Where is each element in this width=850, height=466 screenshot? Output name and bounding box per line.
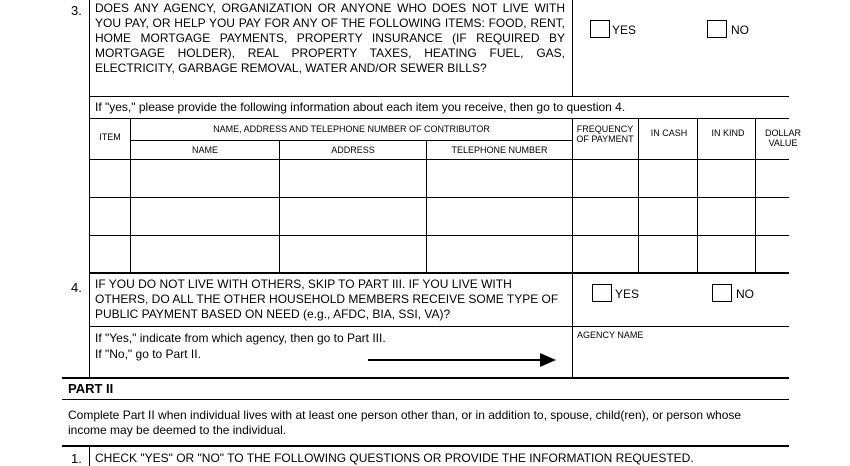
q4-if-no: If "No," go to Part II. — [95, 347, 201, 361]
q4-if-yes: If "Yes," indicate from which agency, then go to Part III. — [95, 331, 386, 345]
table-col-line — [697, 118, 698, 272]
q4-yes-checkbox[interactable] — [592, 284, 612, 302]
table-bottom-line — [89, 272, 789, 274]
table-col-line — [130, 118, 131, 272]
q4-line — [89, 326, 789, 327]
col-in-kind: IN KIND — [711, 128, 745, 138]
q4-no-label: NO — [736, 287, 754, 301]
q4-yes-label: YES — [615, 287, 640, 301]
table-col-line — [638, 118, 639, 272]
table-row[interactable] — [91, 198, 129, 234]
col-name: NAME — [191, 145, 218, 155]
q3-question-text: DOES ANY AGENCY, ORGANIZATION OR ANYONE WHO DOES NOT LIVE WITH YOU PAY, OR HELP YOU PAY FOR ANY OF THE FOLLOWING ITEMS: FOOD, RENT, HOME MORTGAGE PAYMENTS, PROPERTY INSURANCE (IF REQUIRED BY MORTGAGE HOLDER), REAL PROPERTY TAXES, HEATING FUEL, GAS, ELECTRICITY, GARBAGE REMOVAL, WATER AND/OR SEWER BILLS? — [95, 1, 565, 75]
arrow-right-icon — [368, 351, 558, 369]
q4-divider — [572, 272, 573, 378]
table-row[interactable] — [91, 236, 129, 271]
table-row-line — [89, 159, 789, 160]
q1-divider — [89, 445, 90, 466]
col-contributor: NAME, ADDRESS AND TELEPHONE NUMBER OF CONTRIBUTOR — [213, 124, 490, 134]
part2-title-line — [62, 399, 789, 400]
col-address: ADDRESS — [331, 145, 375, 155]
table-row[interactable] — [91, 160, 129, 196]
agency-name-field[interactable] — [574, 342, 788, 376]
q3-yes-label: YES — [612, 23, 637, 37]
q3-number: 3. — [71, 3, 82, 18]
q3-bottom-line — [89, 96, 789, 97]
q3-no-label: NO — [731, 23, 749, 37]
part2-title: PART II — [68, 381, 114, 396]
q4-question-text: IF YOU DO NOT LIVE WITH OTHERS, SKIP TO PART III. IF YOU LIVE WITH OTHERS, DO ALL THE OTHER HOUSEHOLD MEMBERS RECEIVE SOME TYPE OF PUBLIC PAYMENT BASED ON NEED (e.g., AFDC, BIA, SSI, VA)? — [95, 277, 559, 321]
part2-q1-number: 1. — [71, 451, 82, 466]
q4-number: 4. — [71, 280, 82, 295]
left-border — [89, 0, 90, 378]
part2-top-line — [62, 377, 789, 379]
col-in-cash: IN CASH — [650, 128, 688, 138]
table-col-line — [755, 118, 756, 272]
part2-desc-line — [62, 445, 789, 447]
col-dollar-value: DOLLAR VALUE — [764, 128, 801, 148]
q4-no-checkbox[interactable] — [712, 284, 732, 302]
q3-yes-checkbox[interactable] — [590, 20, 610, 38]
q3-no-checkbox[interactable] — [707, 20, 727, 38]
q3-instruction: If "yes," please provide the following information about each item you receive, then go to question 4. — [95, 100, 626, 114]
part2-q1-text: CHECK "YES" OR "NO" TO THE FOLLOWING QUESTIONS OR PROVIDE THE INFORMATION REQUESTED. — [95, 451, 694, 465]
part2-description: Complete Part II when individual lives with at least one person other than, or in addition to, spouse, child(ren), or person whose income may be deemed to the individual. — [68, 408, 742, 437]
table-row-line — [89, 197, 789, 198]
table-row-line — [130, 140, 572, 141]
col-item: ITEM — [99, 132, 121, 142]
col-telephone: TELEPHONE NUMBER — [451, 145, 548, 155]
col-frequency: FREQUENCY OF PAYMENT — [576, 124, 634, 144]
table-row-line — [89, 235, 789, 236]
agency-name-label: AGENCY NAME — [577, 330, 644, 340]
q3-divider — [572, 0, 573, 96]
instruction-bottom-line — [89, 118, 789, 119]
